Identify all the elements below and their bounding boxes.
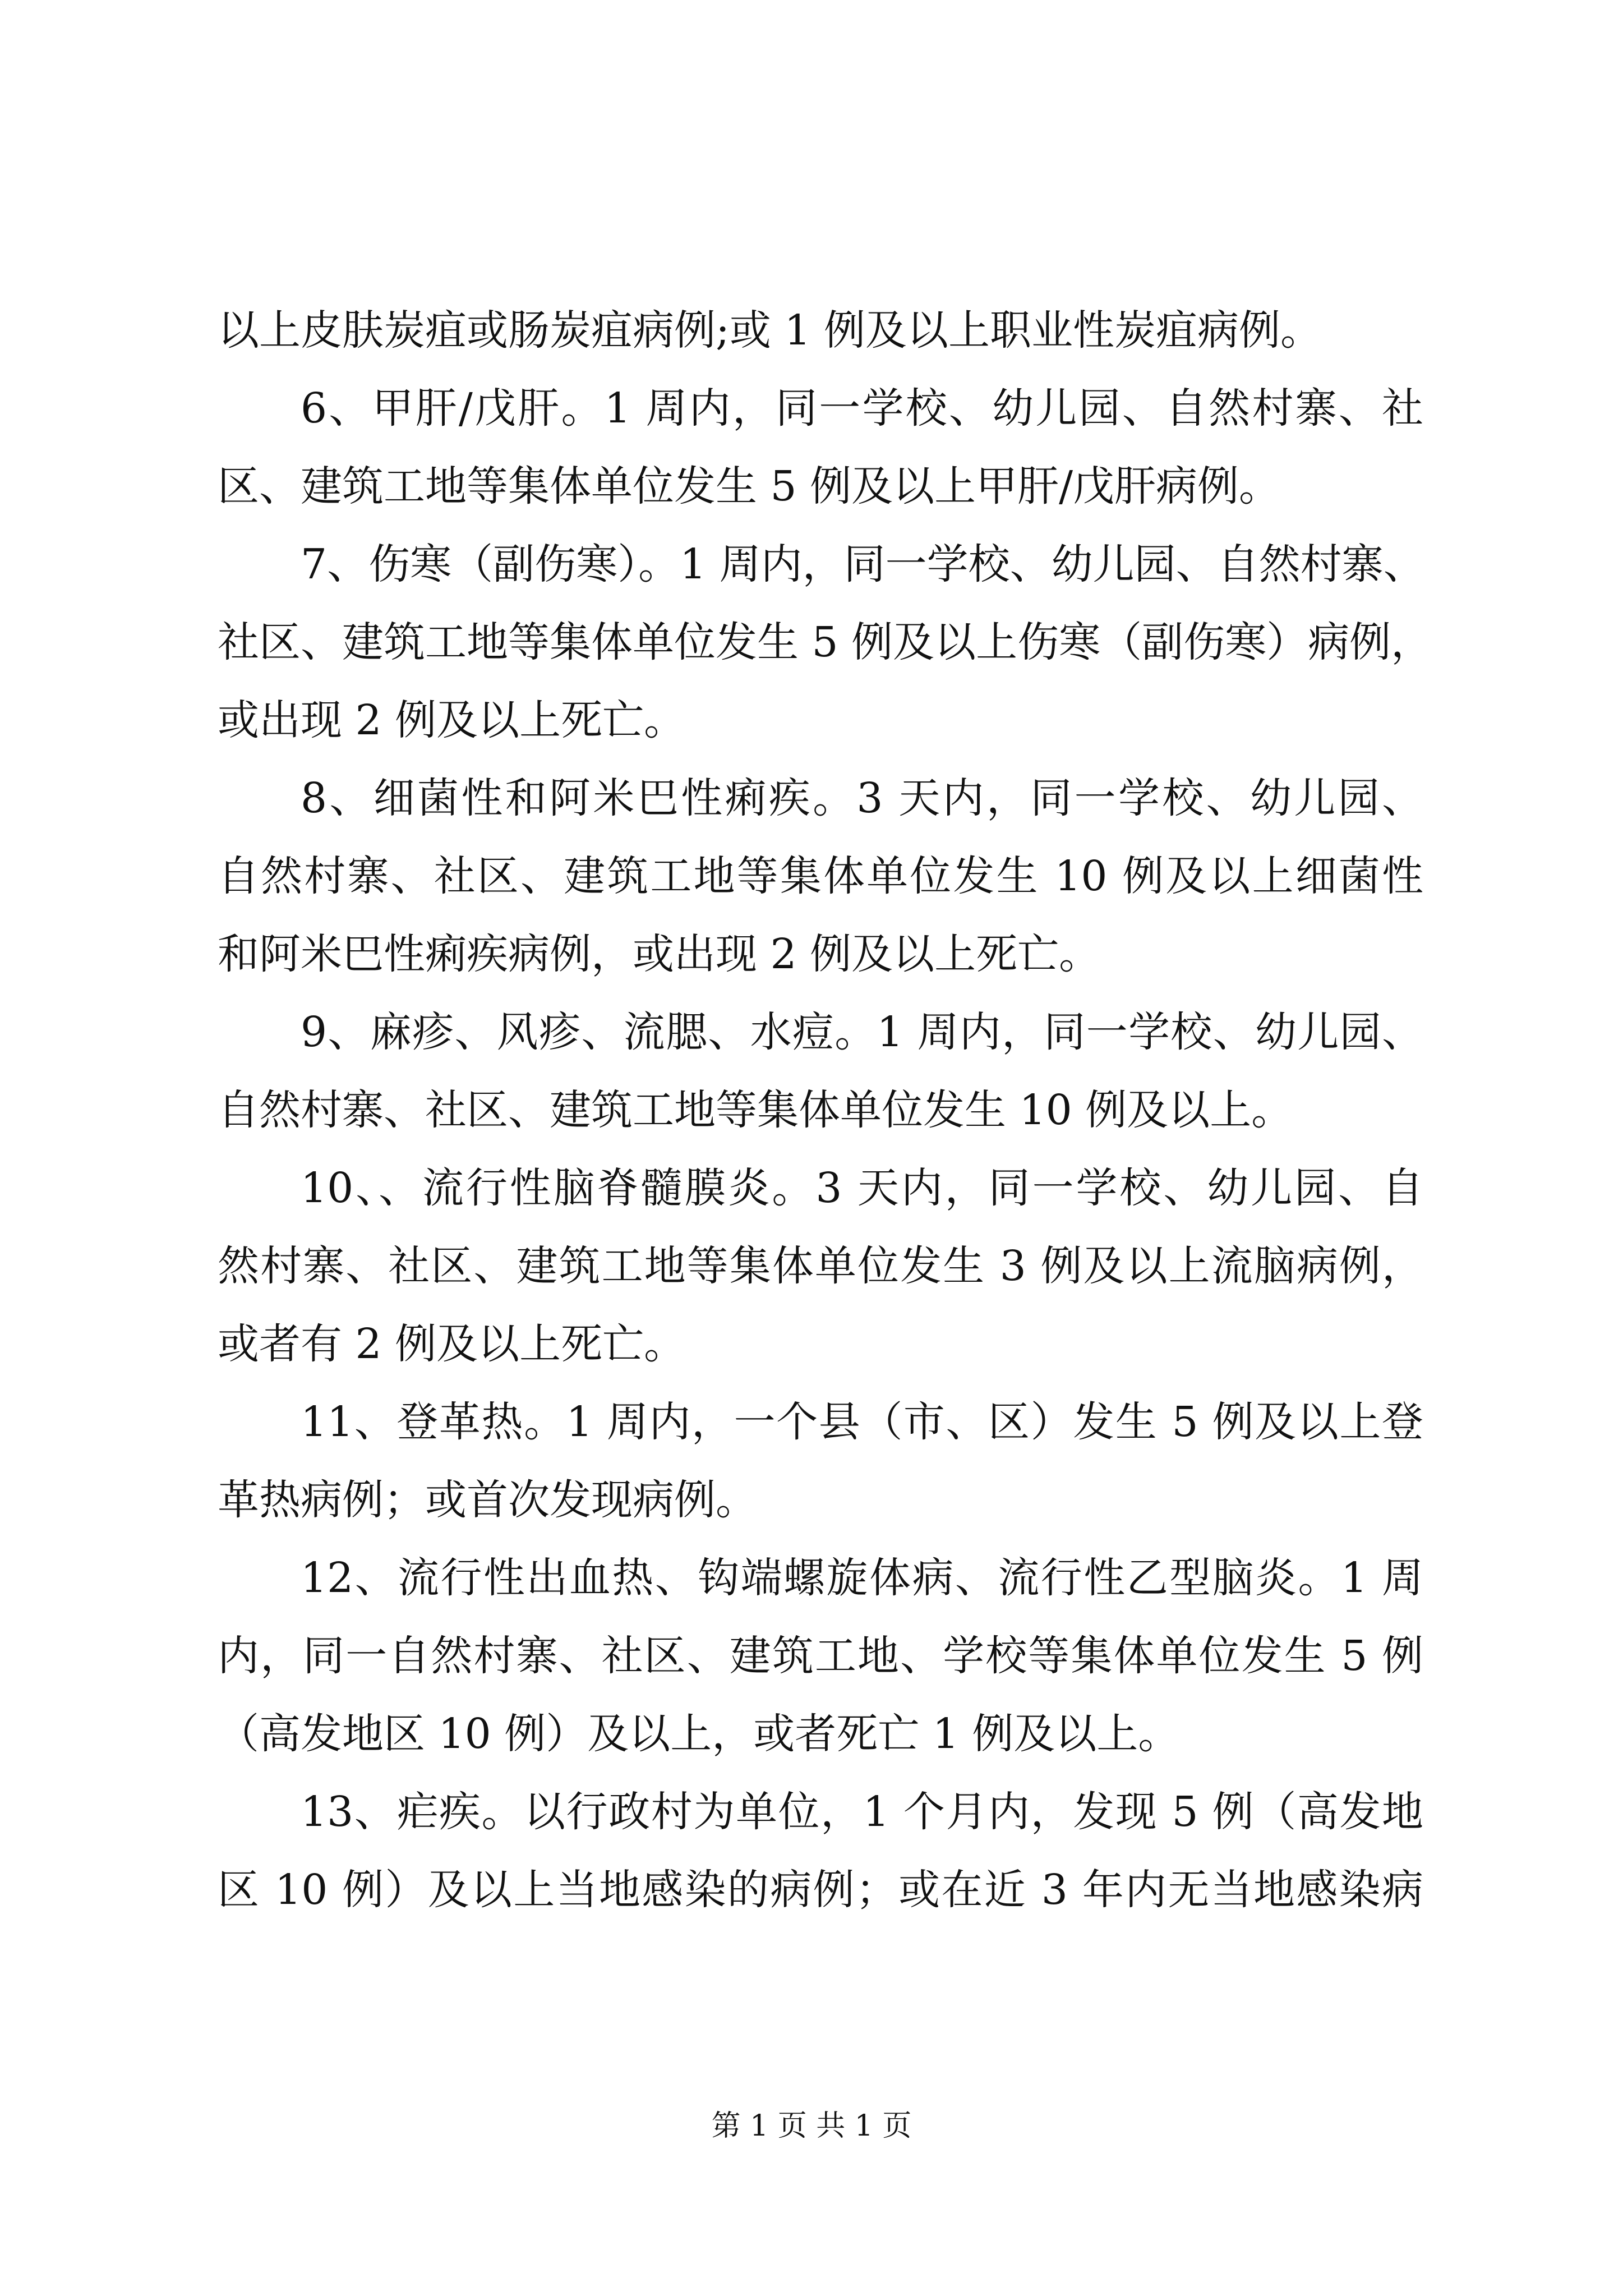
text-line: 或者有 2 例及以上死亡。	[218, 1320, 686, 1368]
text-line: 自然村寨、社区、建筑工地等集体单位发生 10 例及以上细菌性	[218, 852, 1423, 900]
text-line: 社区、建筑工地等集体单位发生 5 例及以上伤寒（副伤寒）病例，	[218, 618, 1433, 666]
text-line: 内，同一自然村寨、社区、建筑工地、学校等集体单位发生 5 例	[218, 1632, 1423, 1680]
page-footer: 第 1 页 共 1 页	[711, 2109, 912, 2143]
text-line: 以上皮肤炭疽或肠炭疽病例;或 1 例及以上职业性炭疽病例。	[218, 306, 1322, 355]
text-line: 区、建筑工地等集体单位发生 5 例及以上甲肝/戊肝病例。	[218, 462, 1281, 510]
text-line: 自然村寨、社区、建筑工地等集体单位发生 10 例及以上。	[218, 1086, 1293, 1134]
text-line: 13、疟疾。以行政村为单位，1 个月内，发现 5 例（高发地	[301, 1788, 1423, 1836]
text-line: 和阿米巴性痢疾病例，或出现 2 例及以上死亡。	[218, 930, 1101, 978]
text-line: （高发地区 10 例）及以上，或者死亡 1 例及以上。	[218, 1710, 1180, 1758]
text-line: 革热病例；或首次发现病例。	[218, 1476, 757, 1524]
document-body	[218, 292, 1433, 1929]
text-line: 7、伤寒（副伤寒）。1 周内，同一学校、幼儿园、自然村寨、	[301, 540, 1425, 588]
text-line: 然村寨、社区、建筑工地等集体单位发生 3 例及以上流脑病例，	[218, 1242, 1423, 1290]
text-line: 9、麻疹、风疹、流腮、水痘。1 周内，同一学校、幼儿园、	[301, 1008, 1423, 1056]
text-line: 12、流行性出血热、钩端螺旋体病、流行性乙型脑炎。1 周	[301, 1554, 1423, 1602]
text-line: 10、、流行性脑脊髓膜炎。3 天内，同一学校、幼儿园、自	[301, 1164, 1423, 1212]
text-line: 或出现 2 例及以上死亡。	[218, 696, 686, 744]
text-line: 8、细菌性和阿米巴性痢疾。3 天内，同一学校、幼儿园、	[301, 774, 1423, 822]
text-line: 11、登革热。1 周内，一个县（市、区）发生 5 例及以上登	[301, 1398, 1423, 1446]
text-line: 6、甲肝/戊肝。1 周内，同一学校、幼儿园、自然村寨、社	[301, 384, 1423, 432]
text-line: 区 10 例）及以上当地感染的病例；或在近 3 年内无当地感染病	[218, 1866, 1423, 1914]
